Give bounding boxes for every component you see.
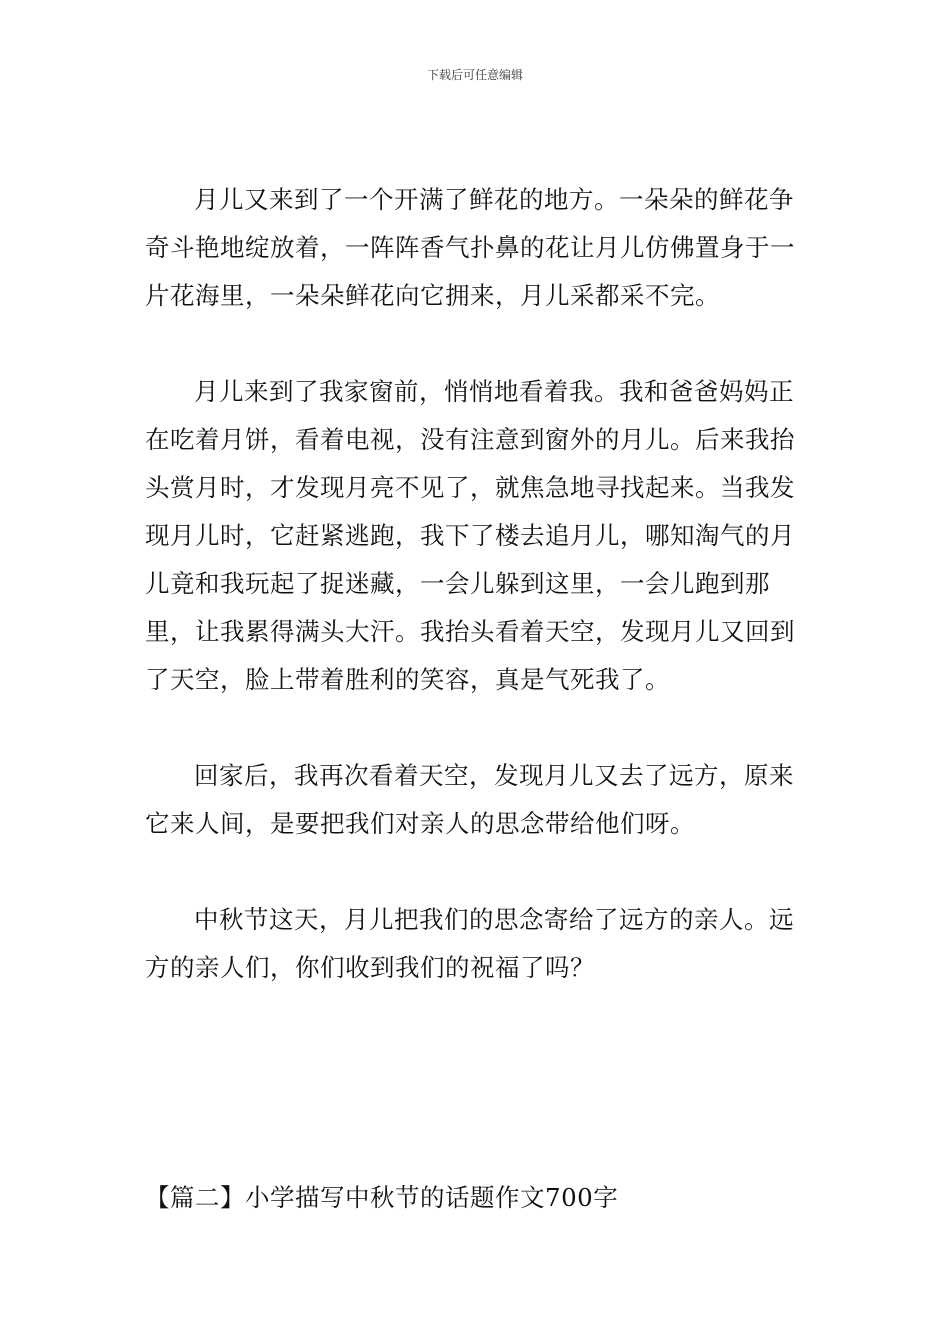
page-header-note: 下载后可任意编辑 xyxy=(426,68,523,82)
document-body xyxy=(145,176,810,992)
paragraph-mid-autumn: 中秋节这天，月儿把我们的思念寄给了远方的亲人。远方的亲人们，你们收到我们的祝福了吗？ xyxy=(145,905,794,982)
paragraph-window: 月儿来到了我家窗前，悄悄地看着我。我和爸爸妈妈正在吃着月饼，看着电视，没有注意到窗外的月儿。后来我抬头赏月时，才发现月亮不见了，就焦急地寻找起来。当我发现月儿时，它赶紧逃跑，我下了楼去追月儿，哪知淘气的月儿竟和我玩起了捉迷藏，一会儿躲到这里，一会儿跑到那里，让我累得满头大汗。我抬头看着天空，发现月儿又回到了天空，脸上带着胜利的笑容，真是气死我了。 xyxy=(145,377,795,694)
paragraph-flowers: 月儿又来到了一个开满了鲜花的地方。一朵朵的鲜花争奇斗艳地绽放着，一阵阵香气扑鼻的花让月儿仿佛置身于一片花海里，一朵朵鲜花向它拥来，月儿采都采不完。 xyxy=(145,185,795,310)
paragraph-return-home: 回家后，我再次看着天空，发现月儿又去了远方，原来它来人间，是要把我们对亲人的思念带给他们呀。 xyxy=(145,761,794,838)
section-heading: 【篇二】小学描写中秋节的话题作文700字 xyxy=(145,1183,619,1212)
